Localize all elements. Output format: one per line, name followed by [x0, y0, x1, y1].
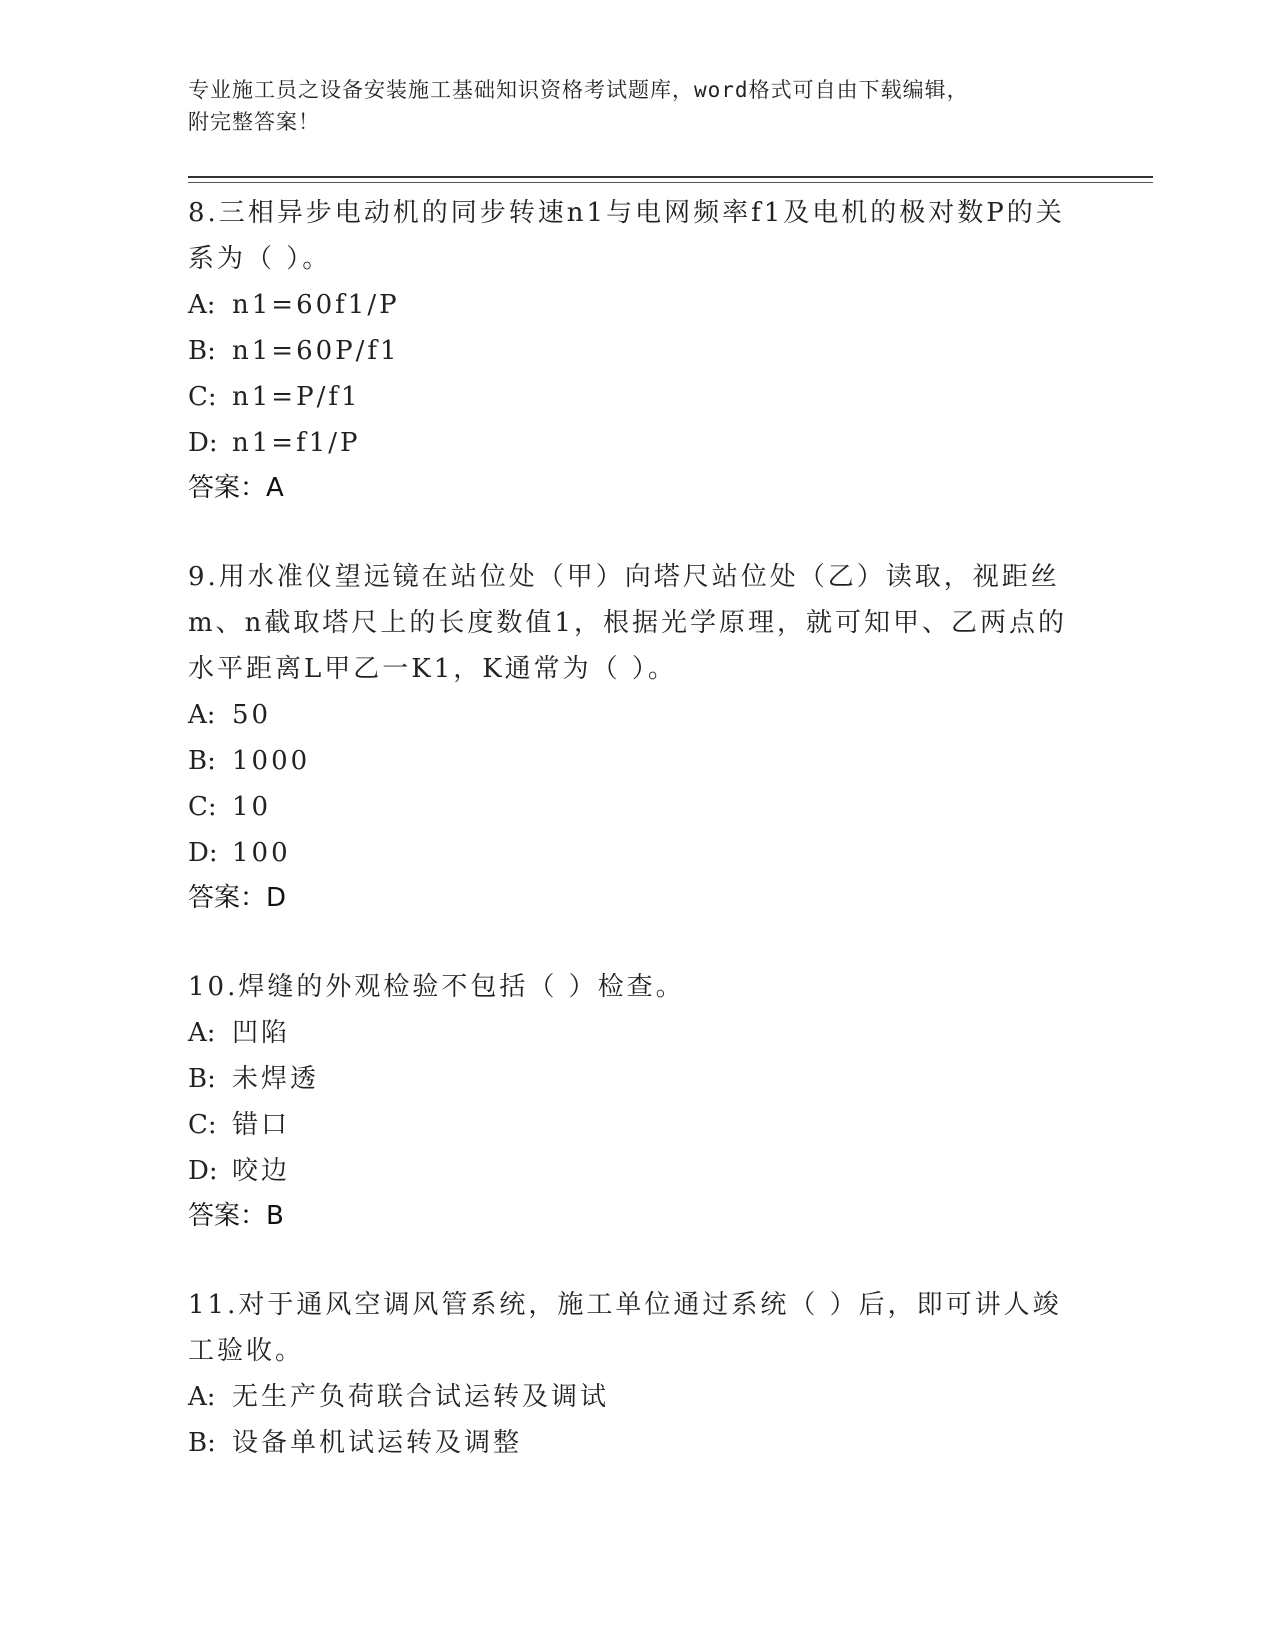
option-b	[188, 1420, 1088, 1466]
question-8	[188, 190, 1088, 510]
option-a	[188, 1010, 1088, 1056]
option-text: 凹陷	[232, 1018, 291, 1048]
option-b	[188, 1056, 1088, 1102]
option-text: 50	[232, 700, 272, 730]
option-text: n1=60f1/P	[232, 290, 400, 320]
option-key: A:	[188, 700, 216, 730]
option-a	[188, 282, 1088, 328]
option-d	[188, 830, 1088, 876]
document-header	[188, 74, 1088, 138]
option-d	[188, 1148, 1088, 1194]
option-a	[188, 692, 1088, 738]
header-divider-thick	[188, 176, 1153, 178]
option-b	[188, 328, 1088, 374]
question-11	[188, 1282, 1088, 1466]
header-line-2: 附完整答案！	[188, 110, 320, 134]
option-text: n1=f1/P	[232, 428, 361, 458]
option-text: 无生产负荷联合试运转及调试	[232, 1382, 610, 1412]
option-key: A:	[188, 1382, 216, 1412]
question-stem: 11.对于通风空调风管系统，施工单位通过系统（ ）后，即可讲人竣工验收。	[188, 1290, 1062, 1366]
option-text: 10	[232, 792, 272, 822]
option-key: A:	[188, 290, 216, 320]
question-stem: 8.三相异步电动机的同步转速n1与电网频率f1及电机的极对数P的关系为（ ）。	[188, 198, 1065, 274]
question-stem: 9.用水准仪望远镜在站位处（甲）向塔尺站位处（乙）读取，视距丝m、n截取塔尺上的长度数值1，根据光学原理，就可知甲、乙两点的水平距离L甲乙一K1，K通常为（ ）。	[188, 562, 1067, 684]
option-text: 错口	[232, 1110, 291, 1140]
option-text: 咬边	[232, 1156, 291, 1186]
option-text: 100	[232, 838, 291, 868]
option-c	[188, 374, 1088, 420]
question-9	[188, 554, 1088, 920]
option-text: 1000	[232, 746, 311, 776]
answer-line: 答案：A	[188, 473, 284, 503]
option-text: n1=60P/f1	[232, 336, 400, 366]
option-a	[188, 1374, 1088, 1420]
option-key: C:	[188, 1110, 217, 1140]
question-list	[188, 190, 1088, 1510]
question-stem: 10.焊缝的外观检验不包括（ ）检查。	[188, 972, 685, 1002]
answer-line: 答案：B	[188, 1201, 284, 1231]
option-key: A:	[188, 1018, 216, 1048]
option-b	[188, 738, 1088, 784]
option-key: B:	[188, 746, 216, 776]
option-key: B:	[188, 336, 216, 366]
answer-line: 答案：D	[188, 883, 287, 913]
option-key: B:	[188, 1428, 216, 1458]
option-key: D:	[188, 838, 218, 868]
option-d	[188, 420, 1088, 466]
option-key: C:	[188, 382, 217, 412]
option-c	[188, 1102, 1088, 1148]
header-line-1: 专业施工员之设备安装施工基础知识资格考试题库，word格式可自由下载编辑，	[188, 78, 969, 102]
option-c	[188, 784, 1088, 830]
option-key: D:	[188, 428, 218, 458]
option-text: n1=P/f1	[232, 382, 361, 412]
option-key: D:	[188, 1156, 218, 1186]
option-key: B:	[188, 1064, 216, 1094]
header-divider-thin	[188, 182, 1153, 183]
question-10	[188, 964, 1088, 1238]
option-text: 设备单机试运转及调整	[232, 1428, 523, 1458]
option-key: C:	[188, 792, 217, 822]
option-text: 未焊透	[232, 1064, 320, 1094]
